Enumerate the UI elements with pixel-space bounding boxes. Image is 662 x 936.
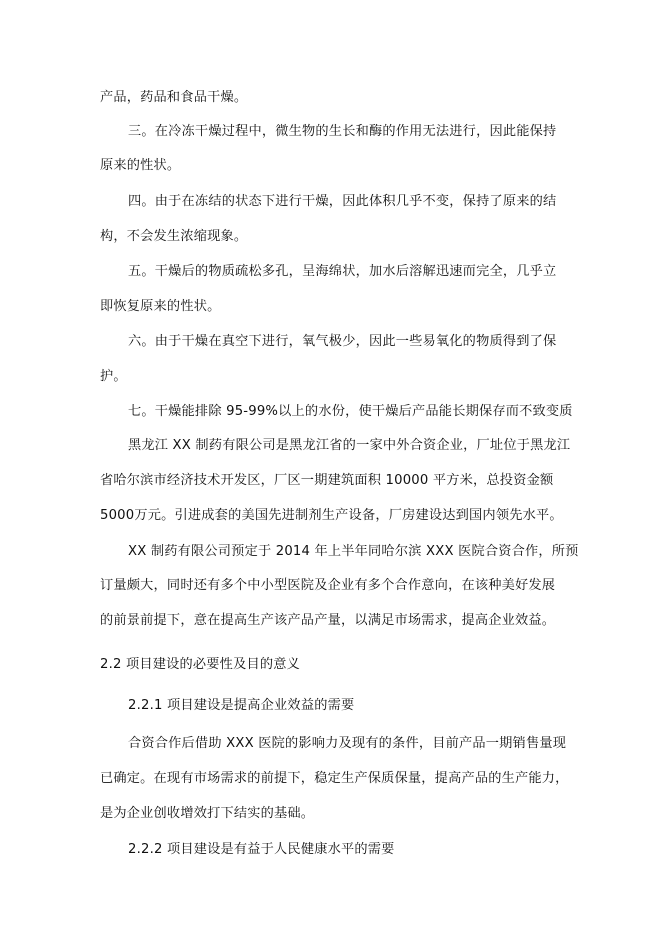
text-line: 订量颇大，同时还有多个中小型医院及企业有多个合作意向，在该种美好发展 [100,578,556,593]
text-line: 产品，药品和食品干燥。 [100,90,248,105]
text-line: 已确定。在现有市场需求的前提下，稳定生产保质保量，提高产品的生产能力， [100,771,569,786]
text-line: 四。由于在冻结的状态下进行干燥，因此体积几乎不变，保持了原来的结 [128,194,557,209]
text-line: 是为企业创收增效打下结实的基础。 [100,806,315,821]
text-line: 合资合作后借助 XXX 医院的影响力及现有的条件，目前产品一期销售量现 [128,736,567,751]
text-line: 七。干燥能排除 95-99%以上的水份，使干燥后产品能长期保存而不致变质 [128,404,573,419]
text-line: 5000万元。引进成套的美国先进制剂生产设备，厂房建设达到国内领先水平。 [100,508,563,523]
text-line: 三。在冷冻干燥过程中，微生物的生长和酶的作用无法进行，因此能保持 [128,124,557,139]
text-line: 原来的性状。 [100,158,181,173]
text-line: 护。 [100,369,127,384]
text-line: XX 制药有限公司预定于 2014 年上半年同哈尔滨 XXX 医院合资合作，所预 [128,544,579,559]
text-line: 省哈尔滨市经济技术开发区，厂区一期建筑面积 10000 平方米，总投资金额 [100,473,554,488]
text-line: 的前景前提下，意在提高生产该产品产量，以满足市场需求，提高企业效益。 [100,613,556,628]
text-line: 黑龙江 XX 制药有限公司是黑龙江省的一家中外合资企业，厂址位于黑龙江 [128,438,571,453]
text-line: 六。由于干燥在真空下进行，氧气极少，因此一些易氧化的物质得到了保 [128,334,557,349]
subsection-heading: 2.2.1 项目建设是提高企业效益的需要 [128,698,355,713]
text-line: 即恢复原来的性状。 [100,299,221,314]
text-line: 构，不会发生浓缩现象。 [100,229,248,244]
subsection-heading: 2.2.2 项目建设是有益于人民健康水平的需要 [128,842,395,857]
text-line: 五。干燥后的物质疏松多孔，呈海绵状，加水后溶解迅速而完全，几乎立 [128,264,557,279]
section-heading: 2.2 项目建设的必要性及目的意义 [100,657,301,672]
